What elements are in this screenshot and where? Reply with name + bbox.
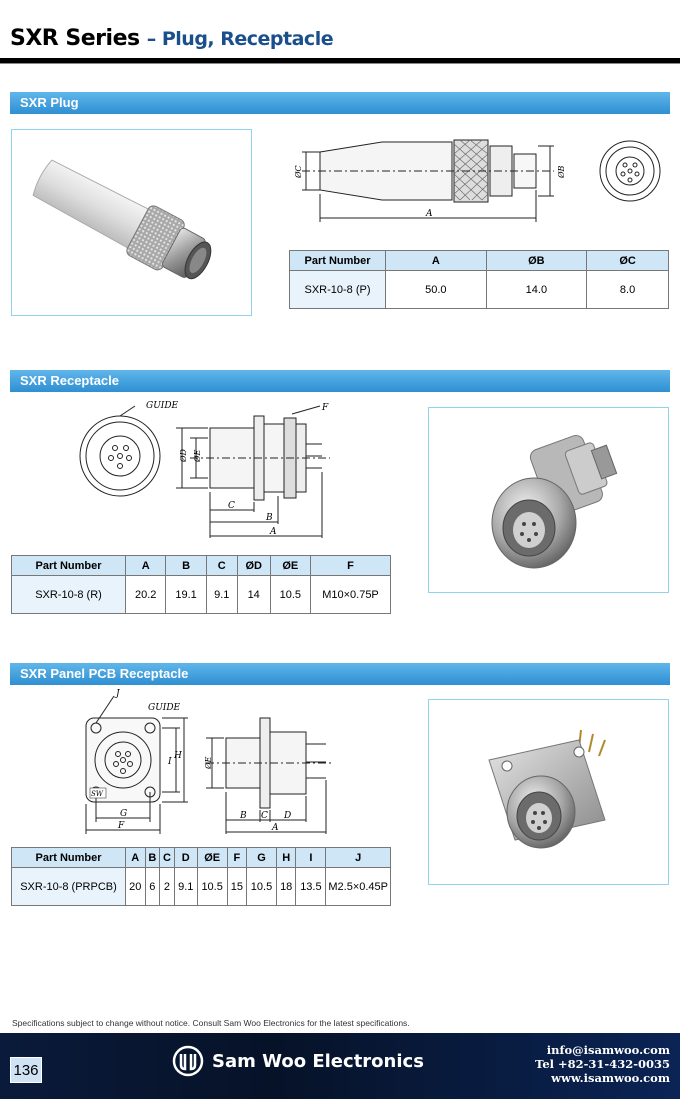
col-header: A — [386, 251, 487, 271]
cell-part-number: SXR-10-8 (P) — [290, 271, 386, 309]
dim-h-label: H — [174, 751, 182, 761]
table-header-row — [12, 556, 391, 576]
receptacle-drawing — [60, 396, 360, 546]
dim-a-label: A — [426, 209, 433, 219]
contact-info — [535, 1043, 670, 1085]
table-row — [12, 868, 391, 906]
cell-part-number: SXR-10-8 (R) — [12, 576, 126, 614]
panel-spec-table — [11, 847, 391, 906]
dim-c-label: C — [261, 811, 268, 821]
contact-email[interactable]: info@isamwoo.com — [546, 1043, 670, 1057]
col-header: Part Number — [12, 556, 126, 576]
table-cell: M2.5×0.45P — [326, 868, 391, 906]
col-header: ØB — [486, 251, 587, 271]
table-cell: 10.5 — [197, 868, 227, 906]
col-header: ØD — [237, 556, 270, 576]
table-cell: 9.1 — [174, 868, 197, 906]
col-header: A — [126, 848, 146, 868]
table-cell: 8.0 — [587, 271, 669, 309]
plug-spec-table — [289, 250, 669, 309]
table-cell: 20.2 — [126, 576, 166, 614]
table-cell: 18 — [276, 868, 296, 906]
section-title-receptacle: SXR Receptacle — [20, 373, 119, 388]
table-cell: 13.5 — [296, 868, 326, 906]
table-cell: 50.0 — [386, 271, 487, 309]
panel-photo — [428, 699, 669, 885]
table-cell: 10.5 — [270, 576, 310, 614]
section-title-panel: SXR Panel PCB Receptacle — [20, 666, 189, 681]
plug-photo — [11, 129, 252, 316]
page-title — [10, 26, 333, 51]
dim-e-label: ØE — [204, 756, 213, 769]
dim-a-label: A — [272, 823, 279, 833]
dim-f-label: F — [118, 821, 125, 831]
table-header-row — [290, 251, 669, 271]
dim-d-label: ØD — [179, 449, 188, 462]
section-title-plug: SXR Plug — [20, 95, 79, 110]
col-header: A — [126, 556, 166, 576]
table-cell: 6 — [145, 868, 160, 906]
section-bar-panel — [10, 663, 670, 685]
section-bar-plug — [10, 92, 670, 114]
col-header: Part Number — [12, 848, 126, 868]
guide-label: GUIDE — [148, 703, 181, 713]
col-header: C — [206, 556, 237, 576]
table-cell: 10.5 — [247, 868, 277, 906]
series-subtitle: – Plug, Receptacle — [146, 28, 334, 50]
table-cell: 14.0 — [486, 271, 587, 309]
series-name: SXR Series — [10, 26, 140, 51]
table-cell: 15 — [227, 868, 247, 906]
col-header: J — [326, 848, 391, 868]
samwoo-logo-icon — [172, 1045, 204, 1077]
dim-i-label: I — [168, 757, 172, 767]
contact-web[interactable]: www.isamwoo.com — [551, 1071, 670, 1085]
col-header: ØE — [197, 848, 227, 868]
col-header: C — [160, 848, 175, 868]
guide-label: GUIDE — [146, 401, 179, 411]
table-cell: 9.1 — [206, 576, 237, 614]
table-cell: M10×0.75P — [311, 576, 391, 614]
dim-c-label: ØC — [294, 165, 303, 178]
table-cell: 19.1 — [166, 576, 206, 614]
col-header: G — [247, 848, 277, 868]
dim-b-label: B — [240, 811, 247, 821]
dim-c-label: C — [228, 501, 235, 511]
table-header-row — [12, 848, 391, 868]
dim-j-label: J — [116, 689, 120, 699]
plug-drawing — [292, 130, 672, 230]
dim-a-label: A — [270, 527, 277, 537]
panel-drawing — [76, 688, 356, 838]
brand-name: Sam Woo Electronics — [212, 1050, 424, 1072]
table-row — [290, 271, 669, 309]
dim-d-label: D — [284, 811, 292, 821]
table-cell: 20 — [126, 868, 146, 906]
page-number: 136 — [10, 1057, 42, 1083]
receptacle-spec-table — [11, 555, 391, 614]
col-header: I — [296, 848, 326, 868]
table-cell: 2 — [160, 868, 175, 906]
col-header: F — [227, 848, 247, 868]
col-header: F — [311, 556, 391, 576]
receptacle-photo — [428, 407, 669, 593]
sw-label: SW — [91, 790, 103, 798]
col-header: D — [174, 848, 197, 868]
col-header: B — [166, 556, 206, 576]
dim-f-label: F — [322, 403, 329, 413]
footnote: Specifications subject to change without notice. Consult Sam Woo Electronics for the latest specifications. — [12, 1018, 410, 1028]
table-cell: 14 — [237, 576, 270, 614]
dim-e-label: ØE — [193, 449, 202, 462]
brand — [172, 1045, 424, 1077]
title-rule-thin — [0, 63, 680, 64]
col-header: B — [145, 848, 160, 868]
col-header: ØE — [270, 556, 310, 576]
section-bar-receptacle — [10, 370, 670, 392]
cell-part-number: SXR-10-8 (PRPCB) — [12, 868, 126, 906]
dim-b-label: B — [266, 513, 273, 523]
contact-tel: Tel +82-31-432-0035 — [535, 1057, 670, 1071]
table-row — [12, 576, 391, 614]
col-header: ØC — [587, 251, 669, 271]
col-header: H — [276, 848, 296, 868]
dim-b-label: ØB — [557, 165, 566, 178]
dim-g-label: G — [120, 809, 128, 819]
col-header: Part Number — [290, 251, 386, 271]
